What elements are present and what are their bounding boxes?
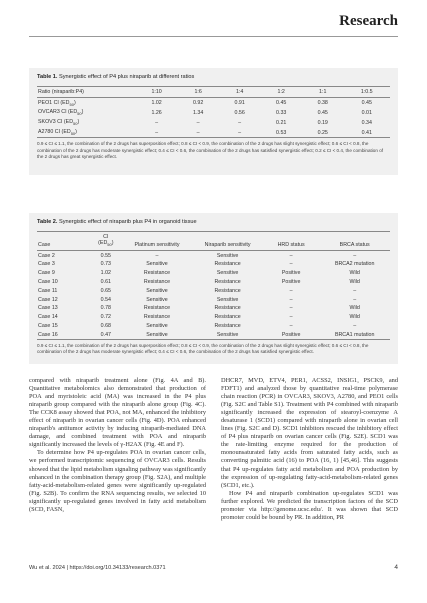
row-label bbox=[37, 108, 136, 118]
col-platinum: Platinum sensitivity bbox=[122, 232, 193, 251]
right-column bbox=[221, 377, 398, 522]
table-cell: 0.01 bbox=[361, 109, 372, 116]
col-ratio: Ratio (niraparib:P4) bbox=[37, 87, 136, 98]
table-2-box bbox=[29, 213, 398, 364]
row-label-sub: 50 bbox=[69, 101, 74, 107]
table-cell: 0.47 bbox=[90, 330, 122, 339]
row-label-text: SKOV3 CI (ED bbox=[38, 119, 74, 126]
table-cell: – bbox=[353, 322, 357, 329]
table-cell: – bbox=[177, 127, 219, 137]
table-cell: Resistance bbox=[214, 322, 241, 329]
table-cell: – bbox=[289, 261, 293, 268]
table-cell: – bbox=[353, 252, 357, 259]
table-cell: Sensitive bbox=[122, 330, 193, 339]
table-row bbox=[37, 321, 390, 330]
col-brca: BRCA status bbox=[319, 232, 390, 251]
table-cell: Resistance bbox=[143, 270, 171, 277]
table-row bbox=[37, 304, 390, 313]
table-cell: Positive bbox=[281, 278, 301, 285]
table-cell: Case 10 bbox=[38, 278, 58, 285]
col-ratio-6: 1:0.5 bbox=[343, 87, 390, 98]
col-ratio-2: 1:6 bbox=[177, 87, 219, 98]
table-1 bbox=[37, 86, 390, 138]
table-1-title: Synergistic effect of P4 plus niraparib at different ratios bbox=[58, 74, 195, 80]
col-hrd: HRD status bbox=[263, 232, 319, 251]
col-ci-bottom-post: ) bbox=[111, 240, 114, 246]
footer-citation: Wu et al. 2024 | https://doi.org/10.34133/research.0371 bbox=[29, 565, 166, 571]
table-cell: Wild bbox=[349, 314, 360, 321]
table-2 bbox=[37, 231, 390, 340]
table-cell: 0.56 bbox=[234, 109, 245, 116]
table-row bbox=[37, 330, 390, 339]
table-cell: – bbox=[219, 127, 261, 137]
header-rule bbox=[29, 36, 398, 37]
table-cell: 1.34 bbox=[192, 109, 204, 116]
row-label bbox=[37, 98, 136, 108]
table-row bbox=[37, 295, 390, 304]
table-cell: Case 13 bbox=[38, 305, 58, 312]
table-cell: – bbox=[155, 119, 159, 126]
table-1-box bbox=[29, 68, 398, 175]
table-2-title: Synergistic effect of niraparib plus P4 in organoid tissue bbox=[58, 219, 197, 225]
table-cell: Wild bbox=[349, 270, 360, 277]
table-cell: BRCA1 mutation bbox=[319, 330, 390, 339]
col-ci-bottom-pre: (ED bbox=[98, 240, 108, 246]
table-cell: 0.73 bbox=[100, 261, 111, 268]
col-ratio-1: 1:10 bbox=[136, 87, 178, 98]
row-label-close: ) bbox=[77, 119, 80, 126]
paragraph: compared with niraparib treatment alone (Fig. 4A and B). Quantitative metabolomics also demonstrated that production of POA and myristoleic acid (MA) was increased in the P4 plus niraparib group compared with the niraparib alone group (Fig. 4C). The CCK8 assay showed that POA, not MA, enhanced the inhibitory effect of niraparib in ovarian cancer cells (Fig. 4D). POA enhanced niraparib's antitumor activity by inducing niraparib-mediated DNA damage, and combined treatment with POA and niraparib significantly increased the levels of γ-H2AX (Fig. 4E and F). bbox=[29, 377, 206, 449]
table-1-header-row bbox=[37, 87, 390, 98]
table-cell: 0.68 bbox=[100, 322, 111, 329]
table-cell: 0.72 bbox=[100, 314, 111, 321]
table-cell: 0.92 bbox=[192, 100, 204, 107]
table-cell: Case 16 bbox=[37, 330, 90, 339]
table-cell: 0.41 bbox=[343, 127, 390, 137]
journal-name: Research bbox=[339, 13, 398, 29]
table-row bbox=[37, 118, 390, 128]
table-cell: 0.61 bbox=[100, 278, 111, 285]
table-cell: Resistance bbox=[143, 278, 171, 285]
table-cell: Case 14 bbox=[38, 314, 58, 321]
col-ratio-4: 1:2 bbox=[260, 87, 302, 98]
row-label bbox=[37, 127, 136, 137]
row-label-text: OVCAR3 CI (ED bbox=[38, 109, 78, 116]
table-cell: Case 11 bbox=[38, 287, 58, 294]
row-label-close: ) bbox=[81, 109, 84, 116]
table-cell: Wild bbox=[349, 305, 360, 312]
table-cell: BRCA2 mutation bbox=[334, 261, 375, 268]
table-cell: Case 12 bbox=[38, 296, 58, 303]
table-cell: Resistance bbox=[143, 305, 171, 312]
table-1-label: Table 1. bbox=[37, 74, 58, 80]
row-label-sub: 50 bbox=[77, 111, 82, 117]
table-cell: 0.45 bbox=[317, 109, 328, 116]
table-cell: 1.02 bbox=[100, 270, 111, 277]
table-cell: 0.91 bbox=[234, 100, 245, 107]
paragraph: How P4 and niraparib combination up-regulates SCD1 was further explored. We predicted the transcription factors of the SCD promoter via http://genome.ucsc.edu/. It was shown that SCD promoter could be bound by PR. In addition, PR bbox=[221, 489, 398, 521]
table-cell: – bbox=[289, 314, 293, 321]
table-cell: – bbox=[289, 322, 293, 329]
table-cell: Positive bbox=[281, 270, 301, 277]
table-cell: 0.53 bbox=[260, 127, 302, 137]
paragraph: To determine how P4 up-regulates POA in ovarian cancer cells, we performed transcriptomic sequencing of OVCAR3 cells. Results showed that the lipid metabolism signaling pathway was significantly enhanced in the combination therapy group (Fig. S2A), and multiple fatty-acid-metabolism-related genes were significantly up-regulated (Fig. S2B). To confirm the RNA sequencing results, we selected 10 significantly up-regulated genes involved in fatty acid metabolism (SCD, FASN, bbox=[29, 449, 206, 513]
table-cell: Resistance bbox=[214, 305, 241, 312]
table-cell: Resistance bbox=[143, 314, 171, 321]
table-cell: 0.25 bbox=[302, 127, 344, 137]
table-2-note: 0.9 ≤ CI ≤ 1.1, the combination of the 2 drugs has superposition effect; 0.8 ≤ CI < 0.9, the combination of the 2 drugs has slight synergistic effect; 0.6 ≤ CI < 0.8, the combination of the 2 drugs has moderate synergistic effect; 0.4 ≤ CI < 0.6, the combination of the 2 drugs has satisfied synergistic effect. bbox=[37, 342, 369, 355]
row-label-text: PEO1 CI (ED bbox=[38, 99, 70, 106]
table-2-label: Table 2. bbox=[37, 219, 58, 225]
table-2-header-row bbox=[37, 232, 390, 251]
table-cell: 0.34 bbox=[361, 119, 372, 126]
table-cell: 0.21 bbox=[276, 119, 287, 126]
table-cell: Sensitive bbox=[216, 296, 239, 303]
row-label-close: ) bbox=[73, 99, 76, 106]
table-cell: Resistance bbox=[214, 278, 241, 285]
body-columns bbox=[29, 377, 398, 522]
table-cell: – bbox=[289, 305, 293, 312]
table-row bbox=[37, 98, 390, 108]
table-1-note: 0.9 ≤ CI ≤ 1.1, the combination of the 2 drugs has superposition effect; 0.8 ≤ CI < 0.9, the combination of the 2 drugs has slight synergistic effect; 0.6 ≤ CI < 0.8, the combination of the 2 drugs has moderate synergistic effect; 0.4 ≤ CI < 0.6, the combination of the 2 drugs has satisfied synergistic effect; 0.2 ≤ CI < 0.4, the combination of the 2 drugs has great synergistic effect. bbox=[37, 141, 384, 160]
table-2-body bbox=[37, 251, 390, 340]
table-cell: Sensitive bbox=[216, 252, 239, 259]
table-cell: Resistance bbox=[214, 314, 241, 321]
table-cell: – bbox=[196, 119, 200, 126]
table-row bbox=[37, 251, 390, 260]
table-cell: – bbox=[289, 252, 293, 259]
table-row bbox=[37, 269, 390, 278]
table-cell: 0.38 bbox=[317, 100, 328, 107]
row-label-sub: 50 bbox=[70, 131, 76, 137]
table-cell: 0.65 bbox=[100, 287, 111, 294]
table-2-caption bbox=[37, 219, 390, 225]
table-cell: Sensitive bbox=[146, 322, 168, 329]
table-cell: – bbox=[353, 296, 357, 303]
col-ratio-5: 1:1 bbox=[302, 87, 344, 98]
col-ci-top: CI bbox=[103, 234, 109, 240]
row-label-sub: 50 bbox=[73, 121, 78, 127]
page-number: 4 bbox=[394, 564, 398, 571]
table-row bbox=[37, 127, 390, 137]
table-cell: 1.26 bbox=[151, 109, 162, 116]
table-cell: – bbox=[289, 296, 293, 303]
table-cell: 1.02 bbox=[151, 100, 162, 107]
col-niraparib: Niraparib sensitivity bbox=[192, 232, 263, 251]
table-cell: Sensitive bbox=[146, 261, 168, 268]
table-1-body bbox=[37, 98, 390, 138]
table-cell: 0.45 bbox=[361, 100, 372, 107]
table-cell: Resistance bbox=[214, 287, 241, 294]
table-cell: – bbox=[155, 252, 159, 259]
table-cell: Case 3 bbox=[38, 261, 55, 268]
row-label bbox=[37, 118, 136, 128]
col-case: Case bbox=[37, 232, 90, 251]
col-ci-sub: 50 bbox=[107, 242, 112, 248]
col-ratio-3: 1:4 bbox=[219, 87, 261, 98]
table-cell: Case 15 bbox=[38, 322, 58, 329]
table-cell: Sensitive bbox=[216, 270, 239, 277]
table-cell: Case 9 bbox=[38, 270, 55, 277]
table-row bbox=[37, 260, 390, 269]
table-cell: Wild bbox=[349, 278, 360, 285]
table-cell: – bbox=[289, 287, 293, 294]
table-row bbox=[37, 277, 390, 286]
row-label-close: ) bbox=[75, 129, 77, 136]
table-row bbox=[37, 108, 390, 118]
table-row bbox=[37, 286, 390, 295]
col-ci bbox=[90, 232, 122, 251]
table-cell: Sensitive bbox=[146, 287, 168, 294]
table-cell: Positive bbox=[263, 330, 319, 339]
table-cell: – bbox=[238, 119, 242, 126]
table-cell: 0.78 bbox=[100, 305, 111, 312]
table-cell: – bbox=[136, 127, 178, 137]
table-cell: Case 2 bbox=[38, 252, 55, 259]
left-column bbox=[29, 377, 206, 522]
table-cell: 0.55 bbox=[100, 252, 111, 259]
table-cell: 0.19 bbox=[317, 119, 328, 126]
row-label-text: A2780 CI (ED bbox=[38, 129, 71, 136]
table-cell: Resistance bbox=[214, 261, 241, 268]
table-cell: 0.33 bbox=[276, 109, 287, 116]
table-row bbox=[37, 313, 390, 322]
paragraph: DHCR7, MVD, ETV4, PER1, ACSS2, INSIG1, PSCK9, and FDFT1) and analyzed those by quantitative real-time polymerase chain reaction (PCR) in OVCAR3, SKOV3, A2780, and PEO1 cells (Fig. S2C and Table S1). Treatment with P4 combined with niraparib significantly increased the expression of stearoyl-coenzyme A desaturase 1 (SCD1) compared with niraparib alone in ovarian cell lines (Fig. S2C and D). SCD1 inhibitors rescued the inhibitory effect of P4 plus niraparib on ovarian cancer cells (Fig. S2E). SCD1 was the rate-limiting enzyme required for the production of monounsaturated fatty acids from saturated fatty acids, such as converting palmitic acid (16) to POA (16, 1) [45,46]. This suggests that P4 up-regulates fatty acid metabolism and POA production by the expression of up-regulating fatty-acid-metabolism-related genes (SCD1, etc.). bbox=[221, 377, 398, 489]
table-cell: Sensitive bbox=[192, 330, 263, 339]
table-cell: 0.45 bbox=[276, 100, 287, 107]
table-cell: 0.54 bbox=[100, 296, 111, 303]
table-cell: – bbox=[353, 287, 357, 294]
table-cell: Sensitive bbox=[146, 296, 168, 303]
table-1-caption bbox=[37, 74, 390, 80]
